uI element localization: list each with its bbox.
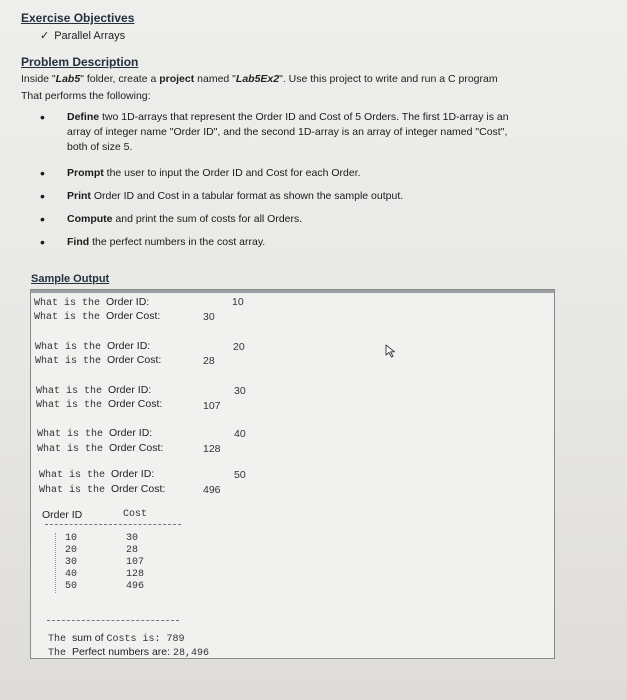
console-top-border: [31, 290, 554, 293]
prompt-order-cost: What is the Order Cost:: [39, 483, 166, 496]
table-cell-id: 30: [65, 557, 78, 568]
table-cell-cost: 496: [126, 581, 145, 592]
objective-label: Parallel Arrays: [54, 30, 126, 42]
table-cell-id: 20: [65, 545, 78, 556]
prompt-order-id: What is the Order ID:: [39, 468, 155, 481]
objective-item: [40, 29, 125, 42]
input-order-id: 10: [232, 296, 244, 308]
prompt-order-id: What is the Order ID:: [34, 296, 150, 309]
sample-output-heading: Sample Output: [31, 273, 110, 285]
prompt-order-cost: What is the Order Cost:: [35, 354, 162, 367]
document-page: Exercise Objectives ✓ Parallel Arrays Problem Description Inside "Lab5" folder, create a project named "Lab5Ex2". Use this project to write and run a C program That performs the following: • Define two 1D-arrays that represent the Order ID and Cost of 5 Orders. The first 1D-array is an array of integer name "Order ID", and the second 1D-array is an array of integer named "Cost", both of size 5. • Prompt the user to input the Order ID and Cost for each Order. • Print Order ID and Cost in a tabular format as shown the sample output. • Compute and print the sum of costs for all Orders. • Find the perfect numbers in the cost array. Sample Output What is the Order ID: 10 What is the Order Cost: 30 What is the Order ID: 20 What is the Order Cost: 28 What is the Order ID: 30 What is the Order Cost: 107 What is the Order ID: 40 What is the Order Cost: 128 What is the Order ID: 50 What is the Order Cost: 496 Order ID Cost 10 20 30 40 50 30 28 107 128 496 The sum of Costs is: 789 The Perfect numbers are: 28,496: [0, 0, 627, 700]
bullet-icon: •: [40, 165, 45, 181]
table-cell-cost: 107: [126, 557, 145, 568]
prompt-order-id: What is the Order ID:: [36, 384, 152, 397]
bullet-icon: •: [40, 188, 45, 204]
input-order-id: 40: [234, 428, 246, 440]
input-order-cost: 128: [203, 443, 221, 455]
order-id-column: [65, 533, 77, 593]
input-order-cost: 28: [203, 355, 215, 367]
input-order-cost: 30: [203, 311, 215, 323]
table-cell-cost: 30: [126, 533, 139, 544]
table-header-cost: Cost: [123, 509, 148, 520]
input-order-id: 50: [234, 469, 246, 481]
bullet-icon: •: [40, 109, 45, 125]
table-cell-cost: 28: [126, 545, 139, 556]
input-order-id: 30: [234, 385, 246, 397]
problem-line-1: Inside "Lab5" folder, create a project named "Lab5Ex2". Use this project to write and run a C program: [21, 73, 498, 85]
table-cell-cost: 128: [126, 569, 145, 580]
table-header-order-id: Order ID: [42, 509, 83, 521]
bullet-icon: •: [40, 234, 45, 250]
table-divider: [45, 524, 181, 525]
prompt-order-id: What is the Order ID:: [37, 427, 153, 440]
input-order-id: 20: [233, 341, 245, 353]
sum-of-costs-line: The sum of Costs is: 789: [48, 632, 185, 645]
input-order-cost: 107: [203, 400, 221, 412]
prompt-order-id: What is the Order ID:: [35, 340, 151, 353]
prompt-order-cost: What is the Order Cost:: [37, 442, 164, 455]
table-column-rule: [55, 533, 57, 593]
check-icon: ✓: [40, 30, 50, 42]
problem-line-2: That performs the following:: [21, 90, 151, 102]
sample-output-console: [30, 289, 555, 659]
mouse-pointer-icon: [385, 344, 397, 358]
bullet-icon: •: [40, 211, 45, 227]
problem-description-heading: Problem Description: [21, 55, 139, 69]
input-order-cost: 496: [203, 484, 221, 496]
table-cell-id: 50: [65, 581, 78, 592]
prompt-order-cost: What is the Order Cost:: [34, 310, 161, 323]
perfect-numbers-line: The Perfect numbers are: 28,496: [48, 646, 209, 659]
summary-divider: [47, 620, 179, 621]
exercise-objectives-heading: Exercise Objectives: [21, 11, 135, 25]
prompt-order-cost: What is the Order Cost:: [36, 398, 163, 411]
table-cell-id: 40: [65, 569, 78, 580]
table-cell-id: 10: [65, 533, 78, 544]
cost-column: [126, 533, 144, 593]
